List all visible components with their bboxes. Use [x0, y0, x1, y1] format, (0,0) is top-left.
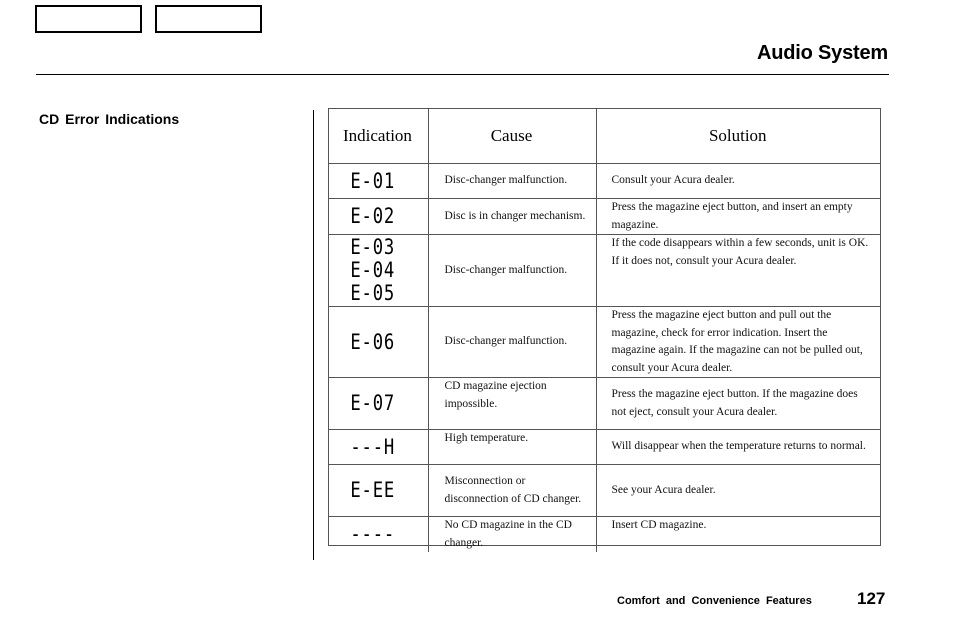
- table-row: [329, 517, 880, 553]
- indication-code: [329, 378, 410, 430]
- table-row: [329, 199, 880, 235]
- error-table: [329, 109, 880, 552]
- code-text: E-EE: [350, 478, 396, 502]
- cause-cell: Disc is in changer mechanism.: [428, 199, 596, 235]
- indication-code: [329, 430, 410, 465]
- column-header-solution: Solution: [596, 109, 880, 164]
- error-table-container: [328, 108, 881, 549]
- solution-cell: Press the magazine eject button, and insert an empty magazine.: [596, 199, 880, 235]
- cause-cell: Misconnection or disconnection of CD changer.: [428, 465, 596, 517]
- code-text: E-02: [350, 204, 396, 228]
- code-text: ---H: [350, 434, 396, 459]
- table-row: [329, 465, 880, 517]
- solution-cell: Press the magazine eject button. If the magazine does not eject, consult your Acura dealer.: [596, 378, 880, 430]
- table-row: [329, 235, 880, 307]
- table-row: [329, 307, 880, 378]
- indication-code: [329, 307, 410, 378]
- section-heading: CD Error Indications: [39, 111, 180, 127]
- solution-cell: Insert CD magazine.: [596, 517, 880, 553]
- header-divider: [36, 74, 889, 75]
- indication-code: [329, 164, 410, 199]
- code-text: E-03: [350, 235, 396, 259]
- nav-prev-button[interactable]: [35, 5, 142, 33]
- solution-cell: Consult your Acura dealer.: [596, 164, 880, 199]
- indication-code: [329, 465, 410, 517]
- cause-cell: Disc-changer malfunction.: [428, 164, 596, 199]
- solution-cell: If the code disappears within a few seconds, unit is OK. If it does not, consult your Acura dealer.: [596, 235, 880, 307]
- code-text: ----: [350, 522, 396, 546]
- cause-cell: High temperature.: [428, 430, 596, 465]
- table-header-row: [329, 109, 880, 164]
- nav-next-button[interactable]: [155, 5, 262, 33]
- code-text: E-04: [350, 258, 396, 282]
- table-row: [329, 378, 880, 430]
- code-text: E-05: [350, 281, 396, 305]
- table-row: [329, 430, 880, 465]
- cause-cell: Disc-changer malfunction.: [428, 235, 596, 307]
- solution-cell: Will disappear when the temperature returns to normal.: [596, 430, 880, 465]
- code-text: E-07: [350, 391, 396, 415]
- cause-cell: CD magazine ejection impossible.: [428, 378, 596, 430]
- column-header-indication: Indication: [329, 109, 428, 164]
- solution-cell: Press the magazine eject button and pull out the magazine, check for error indication. Insert the magazine again. If the magazine can not be pulled out, consult your Acura dealer.: [596, 307, 880, 378]
- page-title: Audio System: [757, 42, 888, 64]
- table-row: [329, 164, 880, 199]
- indication-code: [329, 235, 410, 307]
- solution-cell: See your Acura dealer.: [596, 465, 880, 517]
- page-number: 127: [857, 589, 886, 608]
- side-divider: [313, 110, 314, 560]
- indication-code: [329, 199, 410, 235]
- cause-cell: No CD magazine in the CD changer.: [428, 517, 596, 553]
- column-header-cause: Cause: [428, 109, 596, 164]
- code-text: E-06: [350, 329, 396, 354]
- indication-code: [329, 517, 410, 553]
- cause-cell: Disc-changer malfunction.: [428, 307, 596, 378]
- code-text: E-01: [350, 168, 396, 193]
- footer-section-label: Comfort and Convenience Features: [617, 595, 812, 607]
